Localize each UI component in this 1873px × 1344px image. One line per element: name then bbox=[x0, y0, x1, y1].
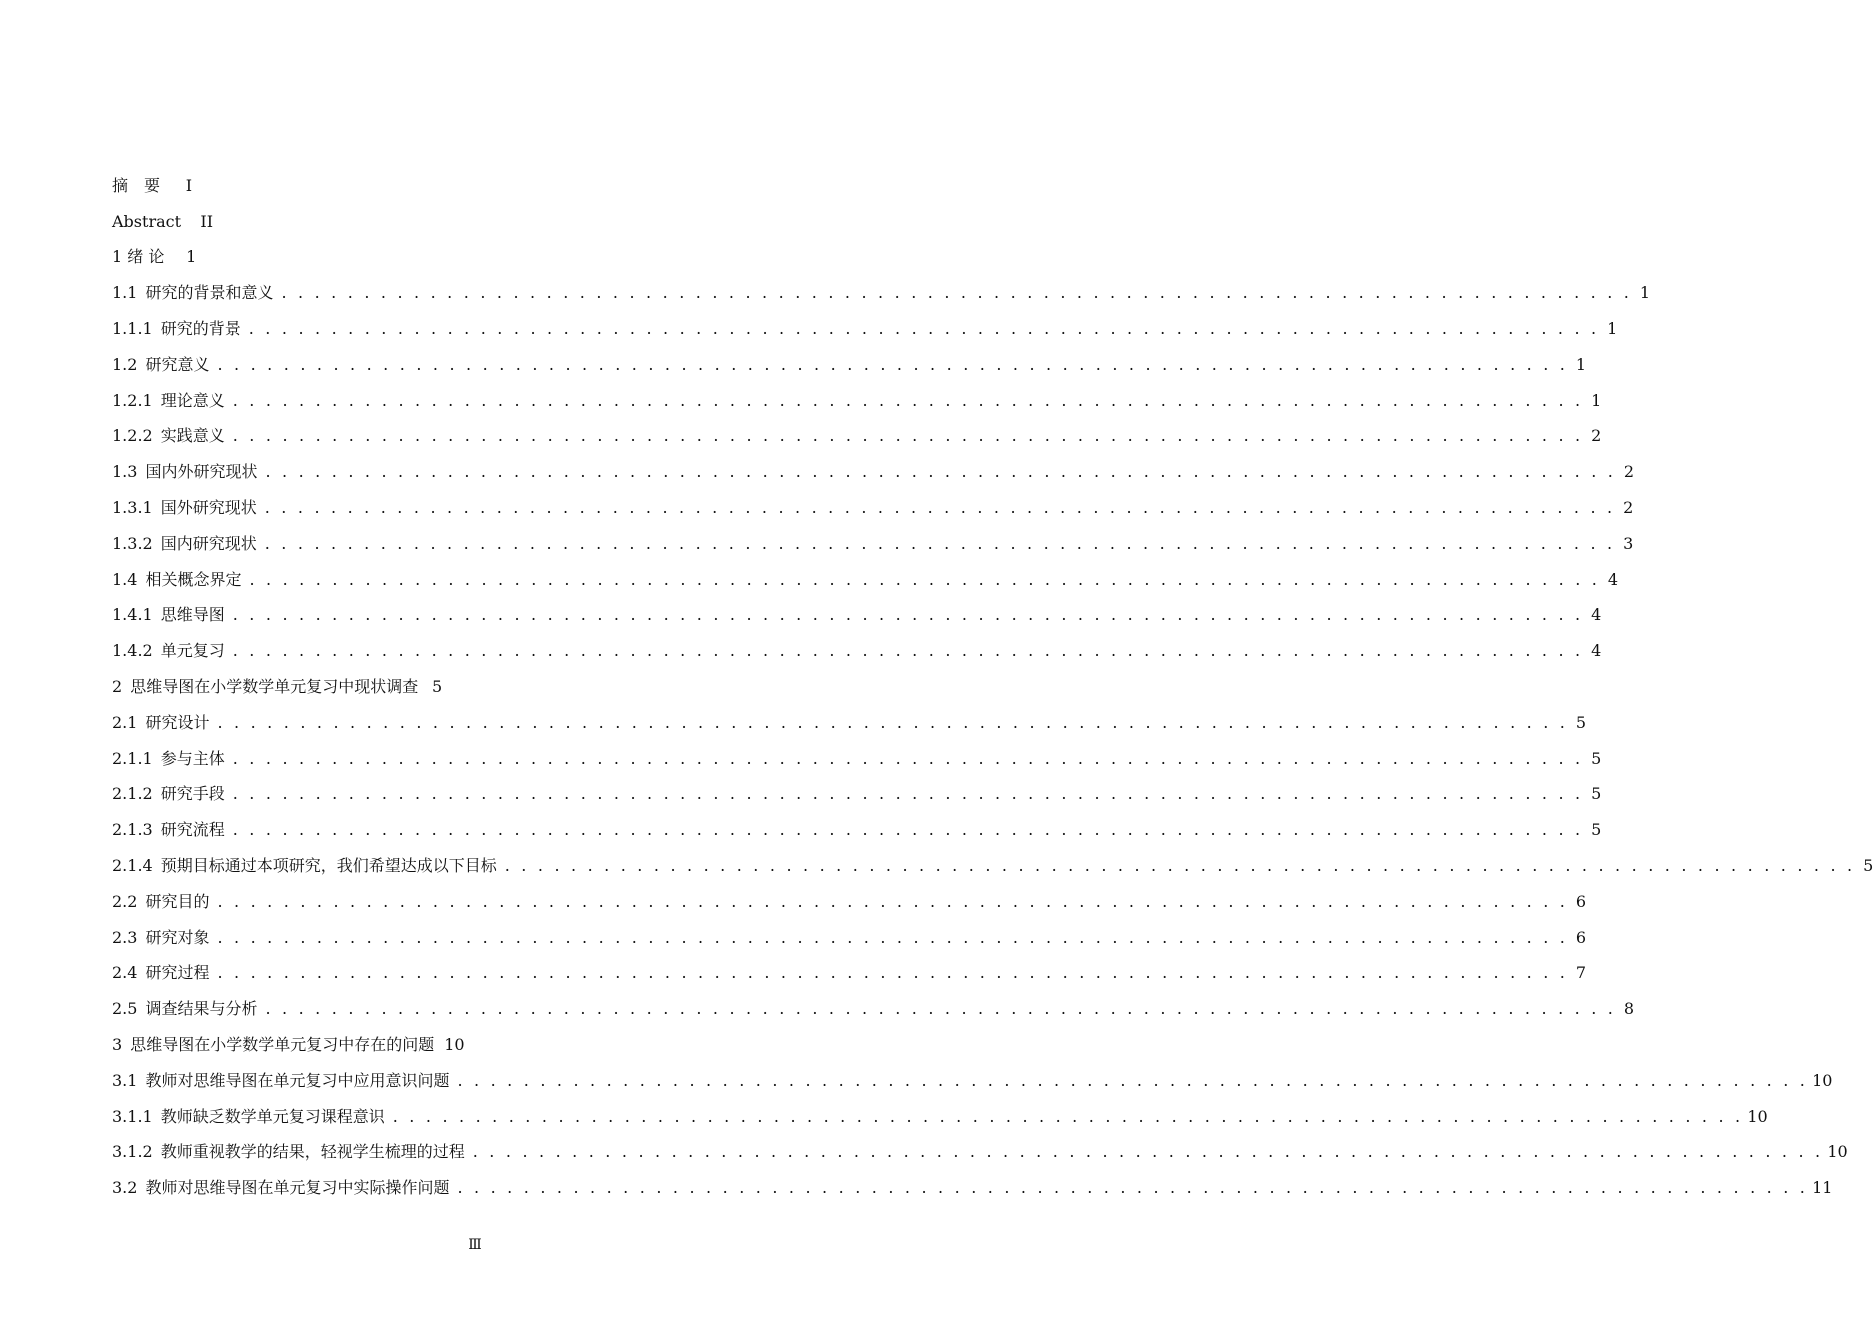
toc-entry[interactable] bbox=[112, 705, 1587, 741]
toc-entry-number: 1.4 bbox=[112, 569, 138, 589]
toc-leader-dots: . . . . . . . . . . . . . . . . . . . . . . . . . . . . . . . . . . . . . . . . . . . . . . . . . . . . . . . . . . . . . . . . . . . . . . . . . . . . . . . . . . bbox=[232, 641, 1584, 661]
toc-entry-title: 研究流程 bbox=[160, 820, 225, 840]
toc-entry-number: 3.1.2 bbox=[112, 1142, 153, 1162]
toc-entry-number: 1.4.2 bbox=[112, 641, 153, 661]
toc-entry-number: 3.1.1 bbox=[112, 1106, 153, 1126]
toc-entry-number: 2.2 bbox=[112, 891, 138, 911]
toc-entry-number: 3.2 bbox=[112, 1178, 138, 1198]
toc-leader-dots: . . . . . . . . . . . . . . . . . . . . . . . . . . . . . . . . . . . . . . . . . . . . . . . . . . . . . . . . . . . . . . . . . . . . . . . . . . . . . . . . . . bbox=[217, 354, 1569, 374]
toc-entry-page: 1 bbox=[1591, 390, 1602, 410]
toc-entry-number: 1.1.1 bbox=[112, 319, 153, 339]
toc-leader-dots: . . . . . . . . . . . . . . . . . . . . . . . . . . . . . . . . . . . . . . . . . . . . . . . . . . . . . . . . . . . . . . . . . . . . . . . . . . . . . . . . . . bbox=[217, 927, 1569, 947]
toc-entry-page: 5 bbox=[1591, 748, 1602, 768]
toc-entry[interactable] bbox=[112, 275, 1651, 311]
toc-entry[interactable] bbox=[112, 777, 1602, 813]
toc-entry[interactable] bbox=[112, 812, 1602, 848]
toc-entry-title: 研究意义 bbox=[145, 354, 210, 374]
toc-leader-dots: . . . . . . . . . . . . . . . . . . . . . . . . . . . . . . . . . . . . . . . . . . . . . . . . . . . . . . . . . . . . . . . . . . . . . . . . . . . . . . . . . . bbox=[472, 1142, 1824, 1162]
toc-entry-page: 10 bbox=[1827, 1142, 1848, 1162]
toc-entry-title: 教师对思维导图在单元复习中应用意识问题 bbox=[145, 1070, 450, 1090]
toc-entry[interactable] bbox=[112, 848, 1873, 884]
toc-entry-page: 4 bbox=[1591, 641, 1602, 661]
toc-leader-dots: . . . . . . . . . . . . . . . . . . . . . . . . . . . . . . . . . . . . . . . . . . . . . . . . . . . . . . . . . . . . . . . . . . . . . . . . . . . . . . . . . . bbox=[232, 784, 1584, 804]
toc-entry-title: 教师重视教学的结果，轻视学生梳理的过程 bbox=[160, 1142, 465, 1162]
page-number: Ⅲ bbox=[468, 1237, 482, 1253]
toc-leader-dots: . . . . . . . . . . . . . . . . . . . . . . . . . . . . . . . . . . . . . . . . . . . . . . . . . . . . . . . . . . . . . . . . . . . . . . . . . . . . . . . . . . bbox=[232, 820, 1584, 840]
toc-entry[interactable] bbox=[112, 526, 1634, 562]
toc-leader-dots: . . . . . . . . . . . . . . . . . . . . . . . . . . . . . . . . . . . . . . . . . . . . . . . . . . . . . . . . . . . . . . . . . . . . . . . . . . . . . . . . . . bbox=[249, 569, 1601, 589]
toc-entry[interactable] bbox=[112, 920, 1587, 956]
toc-entry[interactable] bbox=[112, 311, 1618, 347]
toc-entry-title: 思维导图 bbox=[160, 605, 225, 625]
toc-entry-title: 研究的背景和意义 bbox=[145, 283, 274, 303]
toc-entry-page: 2 bbox=[1623, 498, 1634, 518]
toc-entry[interactable] bbox=[112, 1027, 860, 1063]
toc-entry-title: 研究设计 bbox=[145, 712, 210, 732]
toc-leader-dots: . . . . . . . . . . . . . . . . . . . . . . . . . . . . . . . . . . . . . . . . . . . . . . . . . . . . . . . . . . . . . . . . . . . . . . . . . . . . . . . . . . bbox=[392, 1106, 1744, 1126]
toc-entry-number: 2.1.4 bbox=[112, 856, 153, 876]
toc-entry-title: 预期目标通过本项研究，我们希望达成以下目标 bbox=[160, 856, 497, 876]
toc-entry-number: 1.2.2 bbox=[112, 426, 153, 446]
toc-entry-title: 实践意义 bbox=[160, 426, 225, 446]
toc-entry-title: 研究过程 bbox=[145, 963, 210, 983]
toc-entry-number: 1.1 bbox=[112, 283, 138, 303]
toc-entry[interactable] bbox=[112, 454, 1635, 490]
toc-entry[interactable] bbox=[112, 383, 1602, 419]
toc-entry-title: 相关概念界定 bbox=[145, 569, 242, 589]
toc-entry-title: 研究的背景 bbox=[160, 319, 241, 339]
toc-entry-page: II bbox=[200, 211, 214, 231]
toc-entry[interactable] bbox=[112, 956, 1587, 992]
toc-entry[interactable] bbox=[112, 1170, 1833, 1206]
toc-entry-number: 2.1.2 bbox=[112, 784, 153, 804]
toc-entry-number: 2.1 bbox=[112, 712, 138, 732]
toc-entry[interactable] bbox=[112, 204, 860, 240]
toc-entry-page: 1 bbox=[1575, 354, 1587, 374]
toc-entry[interactable] bbox=[112, 168, 860, 204]
table-of-contents bbox=[112, 168, 1873, 1206]
toc-entry-page: 4 bbox=[1591, 605, 1602, 625]
toc-leader-dots: . . . . . . . . . . . . . . . . . . . . . . . . . . . . . . . . . . . . . . . . . . . . . . . . . . . . . . . . . . . . . . . . . . . . . . . . . . . . . . . . . . bbox=[248, 319, 1600, 339]
toc-entry-number: 2.1.1 bbox=[112, 748, 153, 768]
toc-leader-dots: . . . . . . . . . . . . . . . . . . . . . . . . . . . . . . . . . . . . . . . . . . . . . . . . . . . . . . . . . . . . . . . . . . . . . . . . . . . . . . . . . . bbox=[217, 891, 1569, 911]
toc-entry[interactable] bbox=[112, 991, 1635, 1027]
toc-entry-title: 思维导图在小学数学单元复习中现状调查 bbox=[130, 677, 419, 697]
toc-leader-dots: . . . . . . . . . . . . . . . . . . . . . . . . . . . . . . . . . . . . . . . . . . . . . . . . . . . . . . . . . . . . . . . . . . . . . . . . . . . . . . . . . . bbox=[457, 1178, 1809, 1198]
toc-entry[interactable] bbox=[112, 1135, 1848, 1171]
toc-entry-title: 国内外研究现状 bbox=[145, 462, 258, 482]
toc-entry[interactable] bbox=[112, 669, 860, 705]
toc-entry-title: 研究手段 bbox=[160, 784, 225, 804]
toc-entry-page: 2 bbox=[1623, 462, 1635, 482]
toc-entry-page: 7 bbox=[1575, 963, 1587, 983]
toc-entry-page: 6 bbox=[1575, 891, 1587, 911]
toc-entry-title: 教师对思维导图在单元复习中实际操作问题 bbox=[145, 1178, 450, 1198]
toc-leader-dots: . . . . . . . . . . . . . . . . . . . . . . . . . . . . . . . . . . . . . . . . . . . . . . . . . . . . . . . . . . . . . . . . . . . . . . . . . . . . . . . . . . bbox=[232, 748, 1584, 768]
toc-entry-number: 1 绪 论 bbox=[112, 247, 165, 267]
toc-entry-page: 4 bbox=[1607, 569, 1619, 589]
toc-entry-number: 2.1.3 bbox=[112, 820, 153, 840]
toc-leader-dots: . . . . . . . . . . . . . . . . . . . . . . . . . . . . . . . . . . . . . . . . . . . . . . . . . . . . . . . . . . . . . . . . . . . . . . . . . . . . . . . . . . bbox=[264, 533, 1616, 553]
toc-leader-dots: . . . . . . . . . . . . . . . . . . . . . . . . . . . . . . . . . . . . . . . . . . . . . . . . . . . . . . . . . . . . . . . . . . . . . . . . . . . . . . . . . . bbox=[232, 390, 1584, 410]
toc-entry-number: 3 bbox=[112, 1035, 123, 1055]
toc-entry-page: I bbox=[185, 175, 193, 195]
toc-entry-number: 1.4.1 bbox=[112, 605, 153, 625]
toc-entry-page: 5 bbox=[1863, 856, 1873, 876]
toc-leader-dots: . . . . . . . . . . . . . . . . . . . . . . . . . . . . . . . . . . . . . . . . . . . . . . . . . . . . . . . . . . . . . . . . . . . . . . . . . . . . . . . . . . bbox=[265, 462, 1617, 482]
toc-entry-number: 1.3 bbox=[112, 462, 138, 482]
toc-entry-page: 1 bbox=[1639, 283, 1651, 303]
toc-entry[interactable] bbox=[112, 240, 860, 276]
toc-entry-number: 3.1 bbox=[112, 1070, 138, 1090]
toc-entry-title: 理论意义 bbox=[160, 390, 225, 410]
toc-entry-page: 2 bbox=[1591, 426, 1602, 446]
toc-entry-page: 8 bbox=[1623, 999, 1635, 1019]
toc-entry-number: 2.5 bbox=[112, 999, 138, 1019]
toc-entry-page: 5 bbox=[1575, 712, 1587, 732]
toc-entry-number: 摘 要 bbox=[112, 175, 161, 195]
toc-leader-dots: . . . . . . . . . . . . . . . . . . . . . . . . . . . . . . . . . . . . . . . . . . . . . . . . . . . . . . . . . . . . . . . . . . . . . . . . . . . . . . . . . . bbox=[264, 498, 1616, 518]
toc-entry-page: 5 bbox=[432, 677, 443, 697]
toc-entry-page: 5 bbox=[1591, 784, 1602, 804]
toc-entry-page: 1 bbox=[1607, 319, 1618, 339]
toc-entry-number: 1.3.2 bbox=[112, 533, 153, 553]
toc-entry-page: 5 bbox=[1591, 820, 1602, 840]
toc-entry-number: 2 bbox=[112, 677, 123, 697]
toc-entry[interactable] bbox=[112, 490, 1634, 526]
toc-entry-page: 10 bbox=[1812, 1070, 1833, 1090]
toc-entry[interactable] bbox=[112, 884, 1587, 920]
toc-entry-number: 2.4 bbox=[112, 963, 138, 983]
toc-entry[interactable] bbox=[112, 633, 1602, 669]
toc-entry-title: 研究目的 bbox=[145, 891, 210, 911]
toc-leader-dots: . . . . . . . . . . . . . . . . . . . . . . . . . . . . . . . . . . . . . . . . . . . . . . . . . . . . . . . . . . . . . . . . . . . . . . . . . . . . . . . . . . bbox=[217, 712, 1569, 732]
toc-entry-number: 1.3.1 bbox=[112, 498, 153, 518]
toc-entry-page: 6 bbox=[1575, 927, 1587, 947]
toc-entry-number: 2.3 bbox=[112, 927, 138, 947]
toc-leader-dots: . . . . . . . . . . . . . . . . . . . . . . . . . . . . . . . . . . . . . . . . . . . . . . . . . . . . . . . . . . . . . . . . . . . . . . . . . . . . . . . . . . bbox=[457, 1070, 1809, 1090]
toc-leader-dots: . . . . . . . . . . . . . . . . . . . . . . . . . . . . . . . . . . . . . . . . . . . . . . . . . . . . . . . . . . . . . . . . . . . . . . . . . . . . . . . . . . bbox=[265, 999, 1617, 1019]
toc-leader-dots: . . . . . . . . . . . . . . . . . . . . . . . . . . . . . . . . . . . . . . . . . . . . . . . . . . . . . . . . . . . . . . . . . . . . . . . . . . . . . . . . . . bbox=[217, 963, 1569, 983]
toc-entry-number: 1.2.1 bbox=[112, 390, 153, 410]
toc-entry[interactable] bbox=[112, 419, 1602, 455]
toc-entry[interactable] bbox=[112, 741, 1602, 777]
toc-entry[interactable] bbox=[112, 1099, 1768, 1135]
toc-entry-title: 国内研究现状 bbox=[160, 533, 257, 553]
toc-entry-title: 国外研究现状 bbox=[160, 498, 257, 518]
toc-entry-title: 参与主体 bbox=[160, 748, 225, 768]
toc-leader-dots: . . . . . . . . . . . . . . . . . . . . . . . . . . . . . . . . . . . . . . . . . . . . . . . . . . . . . . . . . . . . . . . . . . . . . . . . . . . . . . . . . . bbox=[232, 605, 1584, 625]
toc-entry[interactable] bbox=[112, 347, 1587, 383]
toc-entry[interactable] bbox=[112, 562, 1619, 598]
toc-entry[interactable] bbox=[112, 1063, 1833, 1099]
toc-entry-number: Abstract bbox=[112, 211, 182, 231]
toc-entry-page: 3 bbox=[1623, 533, 1634, 553]
toc-entry[interactable] bbox=[112, 598, 1602, 634]
toc-entry-page: 10 bbox=[1747, 1106, 1768, 1126]
toc-entry-page: 10 bbox=[444, 1035, 465, 1055]
toc-entry-title: 单元复习 bbox=[160, 641, 225, 661]
toc-entry-page: 1 bbox=[186, 247, 197, 267]
toc-entry-title: 教师缺乏数学单元复习课程意识 bbox=[160, 1106, 385, 1126]
toc-entry-title: 调查结果与分析 bbox=[145, 999, 258, 1019]
toc-leader-dots: . . . . . . . . . . . . . . . . . . . . . . . . . . . . . . . . . . . . . . . . . . . . . . . . . . . . . . . . . . . . . . . . . . . . . . . . . . . . . . . . . . bbox=[281, 283, 1633, 303]
toc-entry-number: 1.2 bbox=[112, 354, 138, 374]
toc-entry-title: 研究对象 bbox=[145, 927, 210, 947]
toc-entry-page: 11 bbox=[1812, 1178, 1833, 1198]
toc-entry-title: 思维导图在小学数学单元复习中存在的问题 bbox=[130, 1035, 435, 1055]
toc-leader-dots: . . . . . . . . . . . . . . . . . . . . . . . . . . . . . . . . . . . . . . . . . . . . . . . . . . . . . . . . . . . . . . . . . . . . . . . . . . . . . . . . . . bbox=[232, 426, 1584, 446]
toc-leader-dots: . . . . . . . . . . . . . . . . . . . . . . . . . . . . . . . . . . . . . . . . . . . . . . . . . . . . . . . . . . . . . . . . . . . . . . . . . . . . . . . . . . bbox=[504, 856, 1856, 876]
